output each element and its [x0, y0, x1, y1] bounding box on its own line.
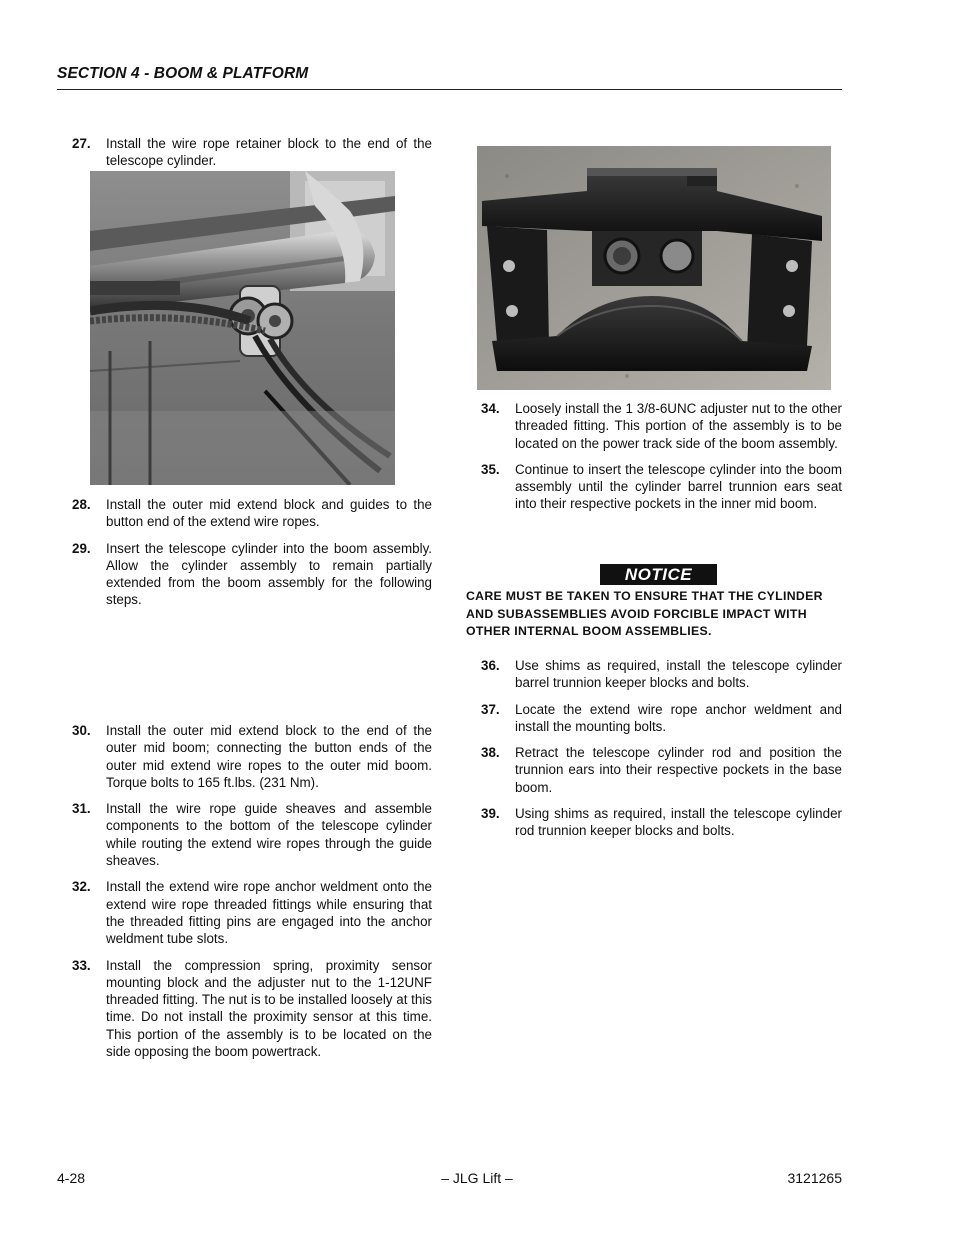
step-text: Loosely install the 1 3/8-6UNC adjuster nut to the other threaded fitting. This portion of the assembly is to be located on the power track side of the boom assembly.: [515, 401, 842, 451]
step-31: [57, 800, 432, 869]
step-text: Install the outer mid extend block and guides to the button end of the extend wire ropes.: [106, 497, 432, 530]
right-column-steps-b: [466, 657, 842, 840]
step-39: [466, 805, 842, 840]
step-37: [466, 701, 842, 736]
footer-page-number: 4-28: [57, 1170, 86, 1186]
step-number: 27.: [72, 136, 91, 151]
step-29: [57, 540, 432, 609]
step-number: 34.: [481, 401, 500, 416]
photo-anchor-weldment: [477, 146, 831, 390]
step-38: [466, 744, 842, 796]
step-text: Install the extend wire rope anchor weldment onto the extend wire rope threaded fittings while ensuring that the threaded fitting pins are engaged into the anchor weldment tube slots.: [106, 879, 432, 947]
step-35: [466, 461, 842, 513]
step-32: [57, 878, 432, 947]
footer-center: – JLG Lift –: [441, 1170, 513, 1186]
step-text: Using shims as required, install the telescope cylinder rod trunnion keeper blocks and bolts.: [515, 806, 842, 839]
footer-doc-number: 3121265: [787, 1170, 842, 1186]
right-column-steps-a: [466, 400, 842, 513]
step-text: Locate the extend wire rope anchor weldment and install the mounting bolts.: [515, 701, 842, 734]
header-rule: [57, 89, 842, 90]
step-number: 39.: [481, 806, 500, 822]
step-number: 37.: [481, 701, 500, 717]
step-number: 38.: [481, 745, 500, 761]
step-number: 31.: [72, 801, 91, 817]
step-number: 30.: [72, 723, 91, 738]
step-36: [466, 657, 842, 692]
left-column: [57, 135, 432, 170]
step-number: 29.: [72, 540, 91, 556]
step-text: Use shims as required, install the telescope cylinder barrel trunnion keeper blocks and bolts.: [515, 658, 842, 691]
step-27: [57, 135, 432, 170]
notice-text: CARE MUST BE TAKEN TO ENSURE THAT THE CYLINDER AND SUBASSEMBLIES AVOID FORCIBLE IMPACT WITH OTHER INTERNAL BOOM ASSEMBLIES.: [466, 589, 823, 638]
step-text: Retract the telescope cylinder rod and position the trunnion ears into their respective pockets in the base boom.: [515, 745, 842, 795]
left-column-steps-c: [57, 722, 432, 1060]
step-text: Install the wire rope retainer block to the end of the telescope cylinder.: [106, 136, 432, 169]
section-header-title: SECTION 4 - BOOM & PLATFORM: [57, 65, 309, 82]
step-number: 36.: [481, 658, 500, 673]
step-34: [466, 400, 842, 452]
step-33: [57, 957, 432, 1061]
step-text: Install the outer mid extend block to the end of the outer mid boom; connecting the button ends of the outer mid extend wire ropes to the outer mid boom. Torque bolts to 165 ft.lbs. (231 Nm).: [106, 723, 432, 790]
notice-badge: NOTICE: [600, 564, 717, 585]
step-28: [57, 496, 432, 531]
photo-wire-rope-retainer-block: [90, 171, 395, 485]
step-number: 32.: [72, 879, 91, 895]
step-text: Continue to insert the telescope cylinder into the boom assembly until the cylinder barrel trunnion ears seat into their respective pockets in the inner mid boom.: [515, 461, 842, 512]
step-number: 28.: [72, 497, 91, 512]
left-column-steps-b: [57, 496, 432, 609]
step-30: [57, 722, 432, 791]
step-number: 35.: [481, 461, 500, 477]
step-text: Install the wire rope guide sheaves and assemble components to the bottom of the telescope cylinder while routing the extend wire ropes through the guide sheaves.: [106, 801, 432, 869]
step-text: Insert the telescope cylinder into the boom assembly. Allow the cylinder assembly to remain partially extended from the boom assembly for the following steps.: [106, 540, 432, 608]
step-number: 33.: [72, 957, 91, 973]
step-text: Install the compression spring, proximity sensor mounting block and the adjuster nut to the 1-12UNF threaded fitting. The nut is to be installed loosely at this time. Do not install the proximity sensor at this time. This portion of the assembly is to be located on the side opposing the boom powertrack.: [106, 957, 432, 1060]
